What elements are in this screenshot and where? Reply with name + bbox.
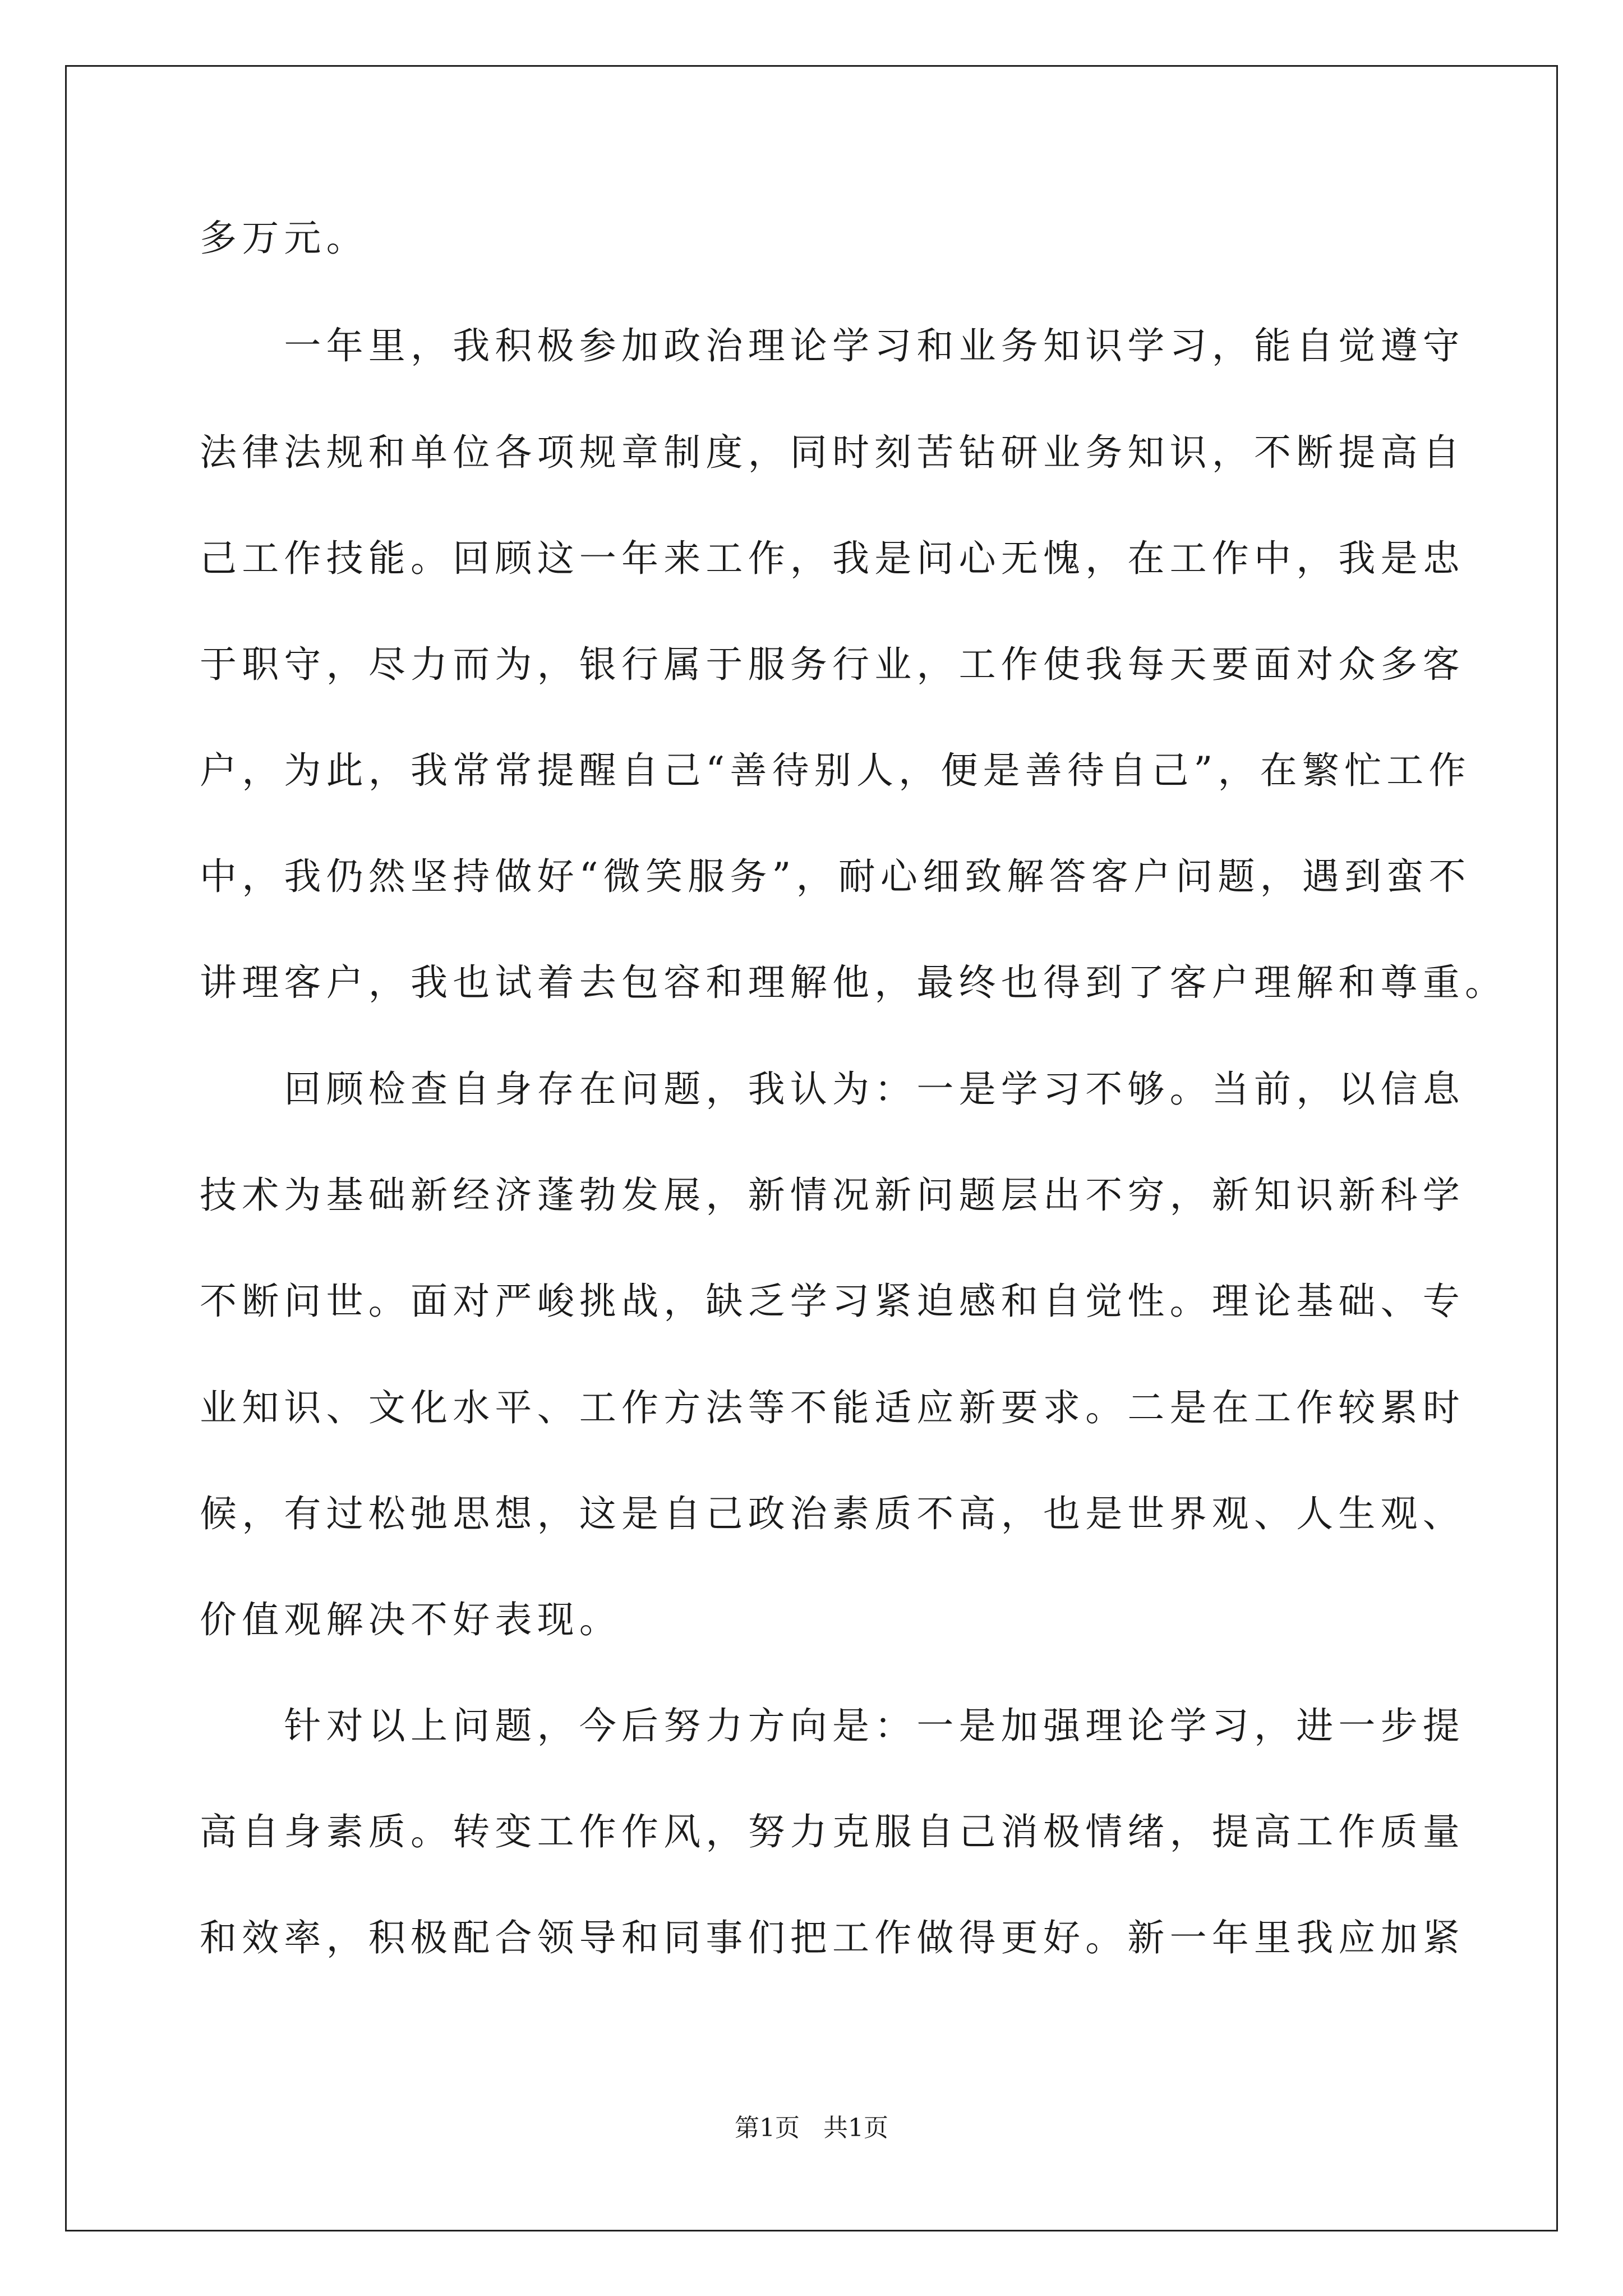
text-line: 讲理客户，我也试着去包容和理解他，最终也得到了客户理解和尊重。 [200,961,1507,1004]
page-frame [65,65,1558,2231]
text-line: 高自身素质。转变工作作风，努力克服自己消极情绪，提高工作质量 [200,1810,1465,1853]
text-line: 己工作技能。回顾这一年来工作，我是问心无愧，在工作中，我是忠 [200,537,1465,580]
text-line: 中，我仍然坚持做好“微笑服务”，耐心细致解答客户问题，遇到蛮不 [200,855,1471,898]
text-line: 技术为基础新经济蓬勃发展，新情况新问题层出不穷，新知识新科学 [200,1174,1465,1217]
text-line: 业知识、文化水平、工作方法等不能适应新要求。二是在工作较累时 [200,1386,1465,1429]
text-line: 户，为此，我常常提醒自己“善待别人，便是善待自己”，在繁忙工作 [200,749,1471,792]
text-line: 针对以上问题，今后努力方向是：一是加强理论学习，进一步提 [200,1704,1465,1747]
text-line: 法律法规和单位各项规章制度，同时刻苦钻研业务知识，不断提高自 [200,431,1465,474]
text-line: 回顾检查自身存在问题，我认为：一是学习不够。当前，以信息 [200,1068,1465,1111]
text-line: 价值观解决不好表现。 [200,1598,621,1641]
text-line: 多万元。 [200,217,368,260]
text-line: 和效率，积极配合领导和同事们把工作做得更好。新一年里我应加紧 [200,1916,1465,1959]
text-line: 候，有过松弛思想，这是自己政治素质不高，也是世界观、人生观、 [200,1492,1465,1535]
text-line: 于职守，尽力而为，银行属于服务行业，工作使我每天要面对众多客 [200,643,1465,686]
text-line: 不断问世。面对严峻挑战，缺乏学习紧迫感和自觉性。理论基础、专 [200,1280,1465,1323]
page-footer: 第1页 共1页 [735,2114,888,2142]
text-line: 一年里，我积极参加政治理论学习和业务知识学习，能自觉遵守 [200,324,1465,367]
